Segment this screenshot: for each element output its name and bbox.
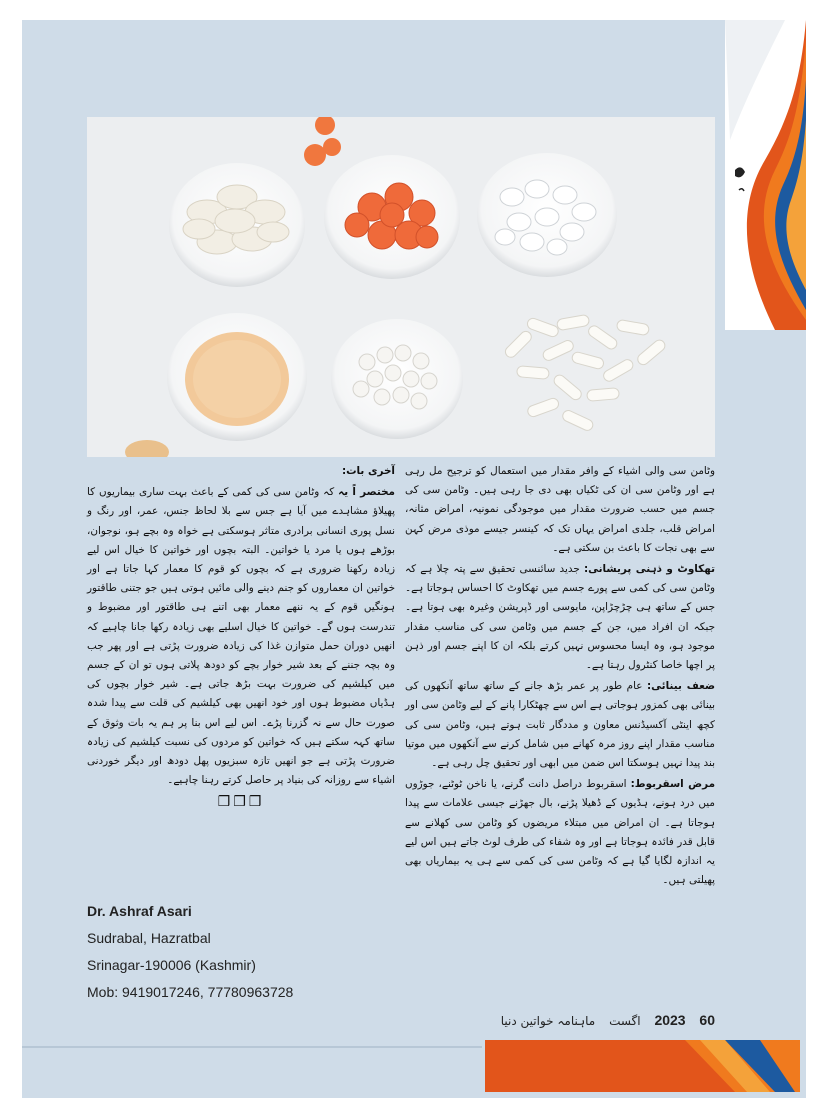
heading-last-word: آخری بات: (341, 465, 395, 477)
author-name: Dr. Ashraf Asari (87, 903, 192, 919)
page-number: 60 (699, 1012, 715, 1028)
paragraph-eyesight: ضعف بینائی: عام طور پر عمر بڑھ جانے کے ساتھ ساتھ آنکھوں کی بینائی بھی کمزور ہوجاتی ہے اس سے چھٹکارا پانے کے لیے وٹامن سی اور کچھ اینٹی آکسیڈنس معاون و مددگار ثابت ہوتے ہیں، وٹامن سی کی مناسب مقدار اپنے روز مرہ کھانے میں شامل کرنے سے آنکھوں میں موتیا بند پیدا نہیں ہوسکتا اس ضمن میں ابھی اور تحقیق چل رہی ہے۔ (405, 680, 715, 770)
paragraph-conclusion: مختصر اً یہ کہ وٹامن سی کی کمی کے باعث بہت ساری بیماریوں کا پھیلاؤ مشاہدے میں آیا ہے جس سے بلا لحاظ جنس، عمر، اور رنگ و نسل پوری انسانی برادری متاثر ہوسکتی ہے خواہ وہ بچے ہو، نوجوان، بوڑھے ہوں یا مرد یا خواتین۔ البتہ بچوں اور خواتین کا خیال اس لیے زیادہ رکھنا ضروری ہے کہ بچوں کو قوم کا معمار کہا جاتا ہے اور خواتین ان معماروں کو جنم دینے والی مائیں ہوتی ہیں جو جتنی طاقتور ہونگیں قوم کے یہ ننھے معمار بھی اتنے ہی طاقتور اور مضبوط و تندرست ہوں گے۔ خواتین کا خیال اسلیے بھی زیادہ رکھا جانا چاہیے کہ انھیں دوران حمل متوازن غذا کی زیادہ ضرورت پڑتی ہے اور پھر جب وہ بچہ جننے کے بعد شیر خوار بچے کو دودھ پلاتی ہوں تو ان کے جسم میں کیلشیم کی ضرورت بہت بڑھ جاتی ہے۔ شیر خوار بچوں کی ہڈیاں مضبوط ہوں اور خود انھیں بھی کیلشیم کی قلت سے پیدا شدہ صورت حال سے نہ گزرنا پڑے۔ اس لیے اس بنا پر ہم یہ بات وثوق کے ساتھ کہہ سکتے ہیں کہ خواتین کو مردوں کی نسبت کیلشیم کی زیادہ ضرورت پڑتی ہے جو انھیں تازہ سبزیوں پھل دودھ اور دیگر خوردنی اشیاء سے روزانہ کی بنیاد پر حاصل کرتے رہنا چاہیے۔ (87, 486, 395, 787)
footer-decorative-band (485, 1040, 800, 1092)
heading-scurvy: مرض اسقربوط: (630, 778, 716, 791)
heading-eyesight: ضعف بینائی: (647, 680, 715, 693)
paragraph-scurvy: مرض اسقربوط: اسقربوط دراصل دانت گرنے، یا ناخن ٹوٹنے، جوڑوں میں درد ہونے، ہڈیوں کے ڈھیلا پڑنے، بال جھڑنے جیسی علامات سے پیدا ہوجاتا ہے۔ ان امراض میں مبتلاء مریضوں کو وٹامن سی کھلانے سے قابل قدر فائدہ ہوجاتا ہے اور وہ شفاء کی طرف لوٹ جاتے ہیں اس لیے یہ اندازہ لگایا گیا ہے کہ وٹامن سی کی کمی سے ہی یہ بیماریاں بھی پھیلتی ہیں۔ (405, 778, 716, 887)
magazine-name: ماہنامہ خواتین دنیا (500, 1014, 596, 1028)
paragraph-intro: وٹامن سی والی اشیاء کے وافر مقدار میں استعمال کو ترجیح مل رہی ہے اور وٹامن سی ان کی ٹکیاں بھی دی جا رہی ہیں۔ وٹامن سی کی جسم میں حسب ضرورت مقدار میں موجودگی نمونیہ، امراض مثانہ، امراض قلب، جلدی امراض یہاں تک کہ کینسر جیسے موذی مرض کہن سے بھی نجات کا باعث بن سکتی ہے۔ (405, 465, 715, 554)
article-right-column (405, 462, 715, 892)
issue-month: اگست (609, 1014, 641, 1028)
page-footer (485, 1012, 715, 1034)
section-separator: ❒❒❒ (217, 794, 265, 811)
vitamin-bowls-photo (87, 117, 715, 457)
decorative-swirl (725, 20, 806, 330)
paragraph-fatigue: تھکاوٹ و ذہنی پریشانی: جدید سائنسی تحقیق سے پتہ چلا ہے کہ وٹامن سی کی کمی سے پورے جسم میں تھکاوٹ کا احساس ہوجاتا ہے۔ جس کے ساتھ ہی چڑچڑاپن، مایوسی اور ڈپریشن وغیرہ بھی ہوتا ہے۔ جبکہ ان افراد میں، جن کے جسم میں وٹامن سی کی مناسب مقدار موجود ہو، وہ ایسا محسوس نہیں کرتے بلکہ ان کا اپنے جسم اور ذہن پر اچھا خاصا کنٹرول رہتا ہے۔ (405, 563, 715, 672)
author-address-line2: Srinagar-190006 (Kashmir) (87, 957, 256, 973)
author-block (87, 898, 397, 1006)
author-mobile: Mob: 9419017246, 77780963728 (87, 984, 294, 1000)
issue-year: 2023 (654, 1012, 686, 1028)
article-left-column (87, 462, 395, 816)
author-address-line1: Sudrabal, Hazratbal (87, 930, 211, 946)
heading-fatigue: تھکاوٹ و ذہنی پریشانی: (583, 563, 715, 576)
heading-in-short: مختصر اً یہ (338, 486, 395, 499)
footer-divider (22, 1046, 482, 1048)
